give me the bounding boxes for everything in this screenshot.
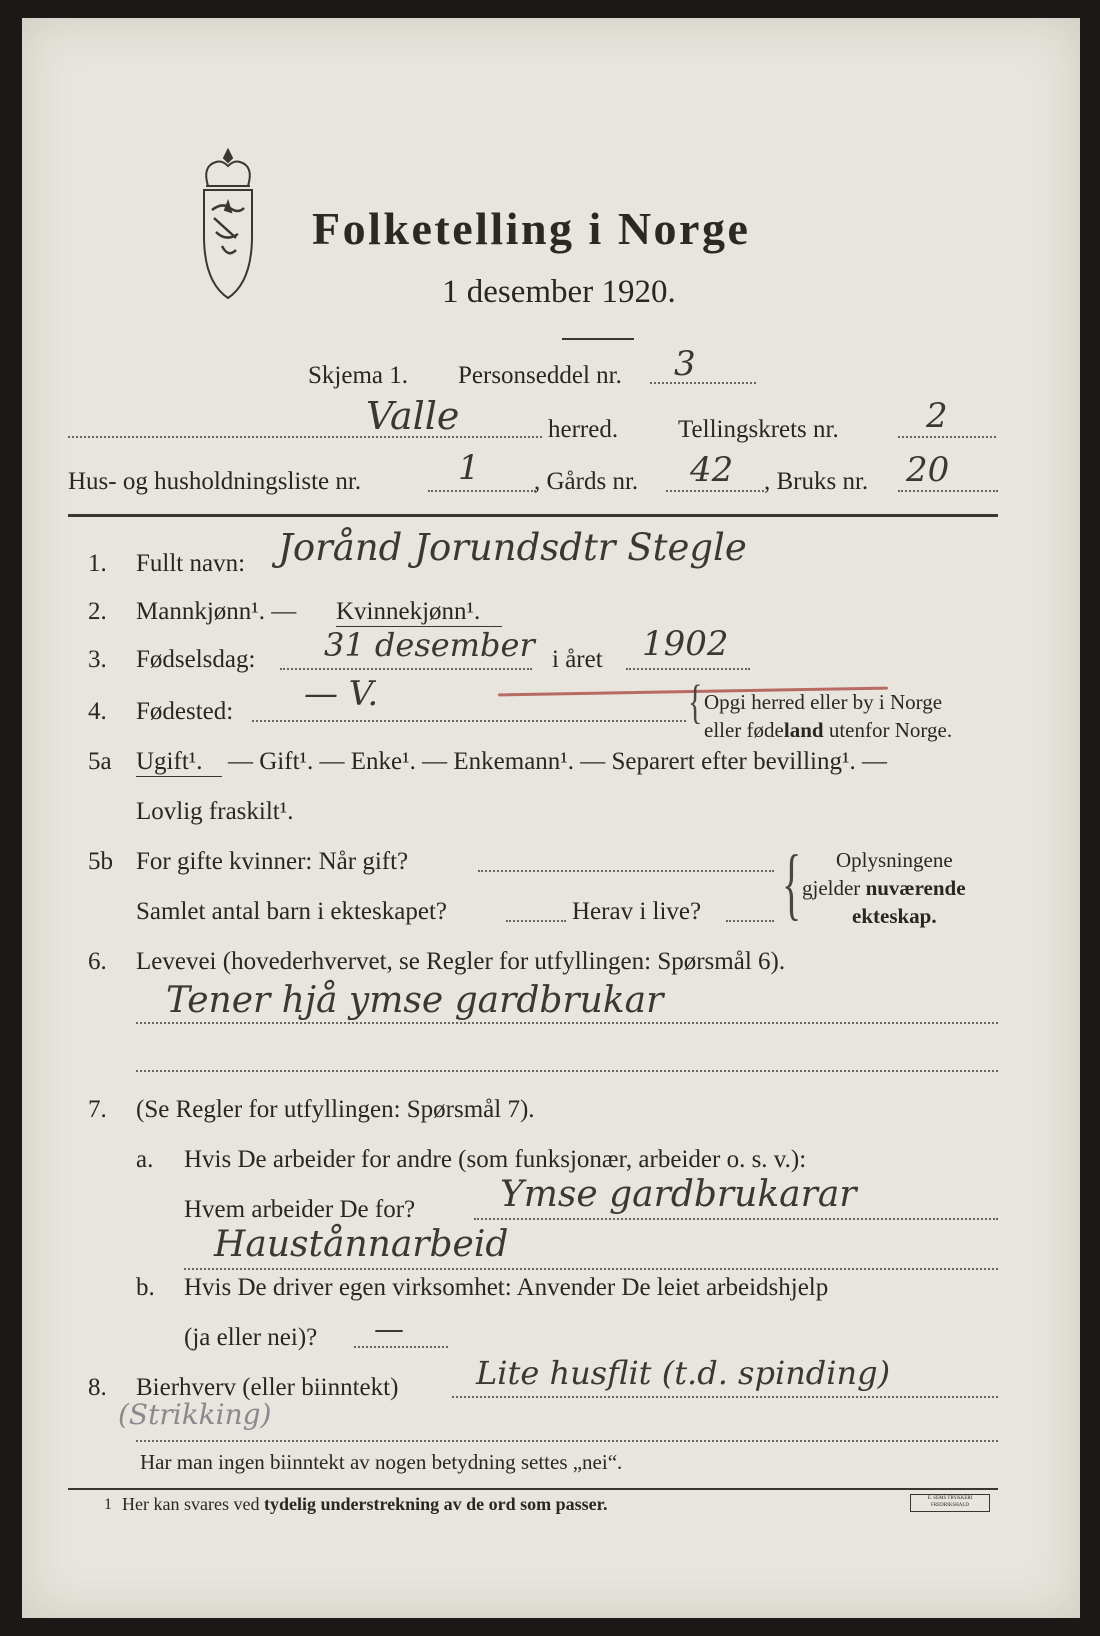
hus-label: Hus- og husholdningsliste nr. [68, 468, 362, 495]
q8-side-income-value: Lite husflit (t.d. spinding) [476, 1354, 891, 1392]
title-divider [562, 338, 634, 340]
q8-side-income-field[interactable] [452, 1396, 998, 1398]
q3-birthday-field[interactable] [280, 668, 532, 670]
personseddel-value: 3 [674, 344, 696, 384]
q7a-text: Hvis De arbeider for andre (som funksjonær, arbeider o. s. v.): [184, 1146, 807, 1173]
q7a-employer-value-2: Haustånnarbeid [214, 1224, 509, 1265]
gards-field[interactable] [666, 490, 764, 492]
q2-number: 2. [88, 598, 107, 625]
tellingskrets-field[interactable] [898, 436, 996, 438]
q3-year-label: i året [552, 646, 603, 673]
herred-value: Valle [366, 394, 460, 438]
q7b-letter: b. [136, 1274, 155, 1301]
q7b-answer-value: — [374, 1312, 404, 1347]
q5b-note-line3: ekteskap. [852, 904, 937, 928]
printer-stamp: E. SEMS TRYKKERI FREDRIKSHALD [910, 1494, 990, 1512]
tellingskrets-value: 2 [926, 396, 948, 436]
q4-brace-icon: { [688, 675, 703, 729]
q8-label: Bierhverv (eller biinntekt) [136, 1374, 399, 1401]
herred-label: herred. [548, 416, 619, 443]
personseddel-field[interactable] [650, 382, 756, 384]
q5b-note-line2: gjelder nuværende [802, 876, 966, 900]
form-title: Folketelling i Norge [312, 203, 751, 254]
q7a-employer-field-2[interactable] [184, 1268, 998, 1270]
q5a-other-options[interactable]: — Gift¹. — Enke¹. — Enkemann¹. — Separert efter bevilling¹. — [228, 748, 887, 775]
footnote-mark: 1 [104, 1496, 112, 1513]
census-form-page [22, 18, 1080, 1618]
gards-value: 42 [690, 450, 734, 490]
hus-value: 1 [458, 448, 480, 488]
q7-number: 7. [88, 1096, 107, 1123]
header-divider [68, 514, 998, 517]
norwegian-coat-of-arms-icon [182, 146, 274, 308]
q6-occupation-value: Tener hjå ymse gardbrukar [166, 980, 664, 1021]
footer-divider [68, 1488, 998, 1490]
q1-full-name-value: Jorånd Jorundsdtr Stegle [278, 526, 747, 569]
q5b-number: 5b [88, 848, 113, 875]
q8-instruction-note: Har man ingen biinntekt av nogen betydning settes „nei“. [140, 1450, 623, 1474]
q4-birthplace-value: — V. [304, 674, 379, 714]
q4-note-line2: eller fødeland utenfor Norge. [704, 718, 953, 742]
q5a-lovlig-fraskilt-option[interactable]: Lovlig fraskilt¹. [136, 798, 294, 825]
q7b-text: Hvis De driver egen virksomhet: Anvender De leiet arbeidshjelp [184, 1274, 829, 1301]
q3-number: 3. [88, 646, 107, 673]
bruks-label: , Bruks nr. [764, 468, 869, 495]
q4-number: 4. [88, 698, 107, 725]
hus-field[interactable] [428, 490, 536, 492]
q5a-ugift-underline [136, 776, 222, 777]
q8-number: 8. [88, 1374, 107, 1401]
q6-number: 6. [88, 948, 107, 975]
q4-birthplace-field[interactable] [252, 720, 686, 722]
q4-label: Fødested: [136, 698, 234, 725]
q7-label: (Se Regler for utfyllingen: Spørsmål 7). [136, 1096, 535, 1123]
q7a-question: Hvem arbeider De for? [184, 1196, 416, 1223]
q7a-employer-field[interactable] [474, 1218, 998, 1220]
skjema-label: Skjema 1. [308, 362, 408, 389]
q7b-question: (ja eller nei)? [184, 1324, 318, 1351]
q4-note-line1: Opgi herred eller by i Norge [704, 690, 943, 714]
q6-occupation-field[interactable] [136, 1022, 998, 1024]
q3-label: Fødselsdag: [136, 646, 256, 673]
q7a-letter: a. [136, 1146, 154, 1173]
footnote-text: Her kan svares ved tydelig understrekning av de ord som passer. [122, 1494, 608, 1514]
q5b-brace-icon: { [782, 838, 802, 928]
herred-field[interactable] [68, 436, 542, 438]
q1-label: Fullt navn: [136, 550, 246, 577]
q7a-employer-value: Ymse gardbrukarar [500, 1174, 857, 1215]
q3-birthday-value: 31 desember [324, 626, 535, 664]
q5b-married-when-field[interactable] [478, 870, 774, 872]
gards-label: , Gårds nr. [534, 468, 639, 495]
q5a-number: 5a [88, 748, 112, 775]
q6-occupation-field-2[interactable] [136, 1070, 998, 1072]
q3-year-value: 1902 [642, 624, 729, 664]
q3-year-field[interactable] [626, 668, 750, 670]
bruks-value: 20 [906, 450, 950, 490]
q5b-alive-field[interactable] [726, 920, 774, 922]
q1-number: 1. [88, 550, 107, 577]
q2-female-option[interactable]: Kvinnekjønn¹. [336, 598, 481, 625]
census-date: 1 desember 1920. [442, 274, 676, 310]
q2-male-option[interactable]: Mannkjønn¹. — [136, 598, 297, 625]
q5b-married-when-label: For gifte kvinner: Når gift? [136, 848, 409, 875]
q5a-ugift-option[interactable]: Ugift¹. [136, 748, 203, 775]
tellingskrets-label: Tellingskrets nr. [678, 416, 839, 443]
q8-pencil-note: (Strikking) [118, 1398, 272, 1431]
q5b-children-label: Samlet antal barn i ekteskapet? [136, 898, 447, 925]
q5b-note-line1: Oplysningene [836, 848, 953, 872]
q5b-alive-label: Herav i live? [572, 898, 702, 925]
q5b-children-field[interactable] [506, 920, 566, 922]
personseddel-label: Personseddel nr. [458, 362, 622, 389]
q8-side-income-field-2[interactable] [136, 1440, 998, 1442]
q6-label: Levevei (hovederhvervet, se Regler for utfyllingen: Spørsmål 6). [136, 948, 786, 975]
bruks-field[interactable] [898, 490, 998, 492]
